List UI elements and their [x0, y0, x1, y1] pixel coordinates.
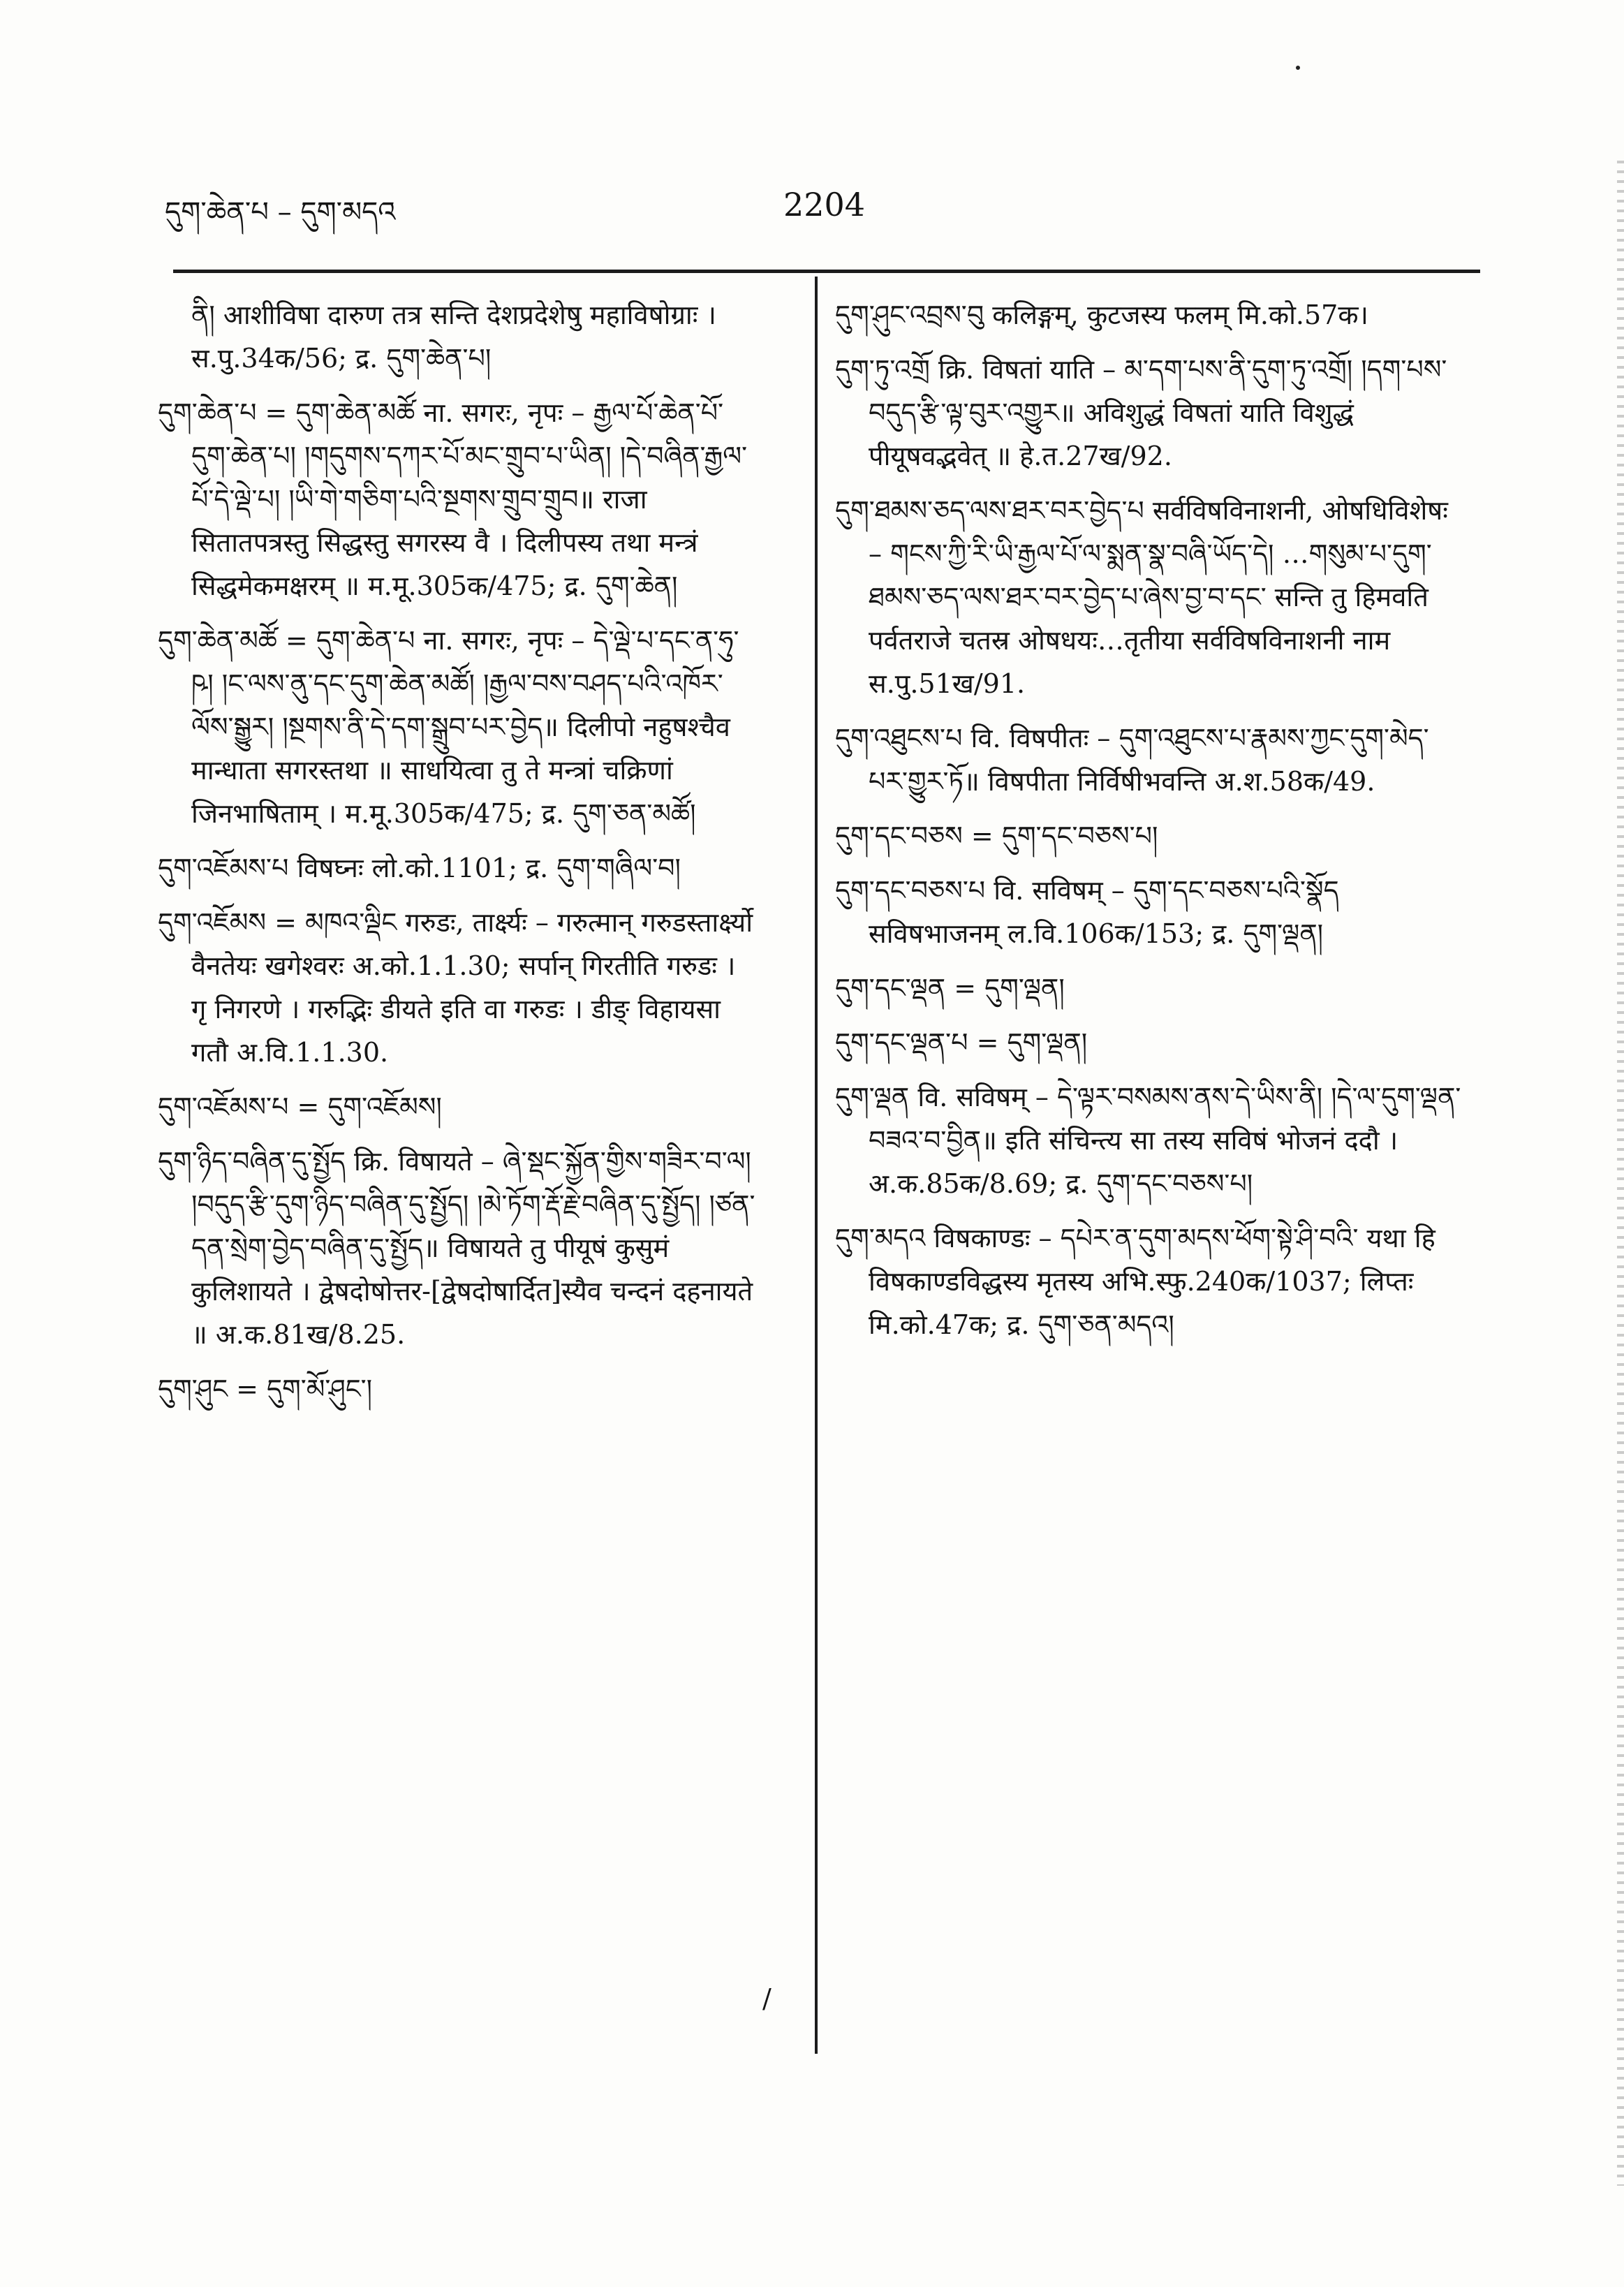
dictionary-entry: དུག་ཤུང = དུག་མོ་ཤུང་།: [158, 1374, 373, 1404]
page-number: 2204: [783, 186, 866, 223]
dictionary-entry: དུག་ཤུང་འབྲས་བུ कलिङ्गम्, कुटजस्य फलम् मि.को.57क।: [835, 300, 1368, 330]
dictionary-entry: དུག་འཇོམས་པ विषघ्नः लो.को.1101; द्र. དུག་གཞིལ་བ།: [158, 853, 681, 883]
dictionary-entry: དུག་ཆེན་མཚོ = དུག་ཆེན་པ ना. सगरः, नृपः – དེ་ལྡེ་པ་དང་ན་ཧུ་ཥ། །ང་ལས་ནུ་དང་དུག་ཆེན་མཚོ། །རྒྱལ་བས་བཤད་པའི་འཁོར་ལོས་སྒྱུར། །སྔགས་ནི་དེ་དག་སྒྲུབ་པར་བྱེད॥ दिलीपो नहुषश्चैव मान्धाता सगरस्तथा ॥ साधयित्वा तु ते मन्त्रां चक्रिणां जिनभाषिताम् । म.मू.305क/475; द्र. དུག་ཅན་མཚོ།: [158, 625, 739, 829]
dictionary-entry: ནི། आशीविषा दारुण तत्र सन्ति देशप्रदेशेषु महाविषोग्राः । स.पु.34क/56; द्र. དུག་ཆེན་པ།: [191, 300, 716, 374]
right-column: [835, 293, 1463, 1358]
stray-mark: /: [762, 1983, 772, 2014]
dictionary-entry: དུག་ཉིད་བཞིན་དུ་སྤྱོད क्रि. विषायते – ཞེ་སྡང་སྐྱོན་གྱིས་གཟིར་བ་ལ། །བདུད་རྩི་དུག་ཉིད་བཞིན་དུ་སྤྱོད། །མེ་ཏོག་རྡོ་རྗེ་བཞིན་དུ་སྤྱོད། །ཙན་དན་སྲེག་བྱེད་བཞིན་དུ་སྤྱོད॥ विषायते तु पीयूषं कुसुमं कुलिशायते । द्वेषदोषोत्तर-[द्वेषदोषार्दित]स्यैव चन्दनं दहनायते ॥ अ.क.81ख/8.25.: [158, 1146, 755, 1350]
dictionary-entry: དུག་དང་ལྡན་པ = དུག་ལྡན།: [835, 1027, 1088, 1058]
dictionary-entry: དུག་ཆེན་པ = དུག་ཆེན་མཚོ ना. सगरः, नृपः – རྒྱལ་པོ་ཆེན་པོ་དུག་ཆེན་པ། །གདུགས་དཀར་པོ་མང་གྲུབ་པ་ཡིན། །དེ་བཞིན་རྒྱལ་པོ་དེ་ལྡེ་པ། །ཡི་གེ་གཅིག་པའི་སྔགས་གྲུབ་གྲུབ॥ राजा सितातपत्रस्तु सिद्धस्तु सगरस्य वै । दिलीपस्य तथा मन्त्रं सिद्धमेकमक्षरम् ॥ म.मू.305क/475; द्र. དུག་ཆེན།: [158, 397, 748, 601]
dictionary-entry: དུག་མདའ विषकाण्डः – དཔེར་ན་དུག་མདས་ཕོག་སྟེ་ཤི་བའི་ यथा हि विषकाण्डविद्धस्य मृतस्य अभि.स्फु.240क/1037; लिप्तः मि.को.47क; द्र. དུག་ཅན་མདའ།: [835, 1223, 1435, 1340]
dictionary-entry: དུག་ཐམས་ཅད་ལས་ཐར་བར་བྱེད་པ सर्वविषविनाशनी, ओषधिविशेषः – གངས་ཀྱི་རི་ཡི་རྒྱལ་པོ་ལ་སྨན་སྣ་བཞི་ཡོད་དེ། …གསུམ་པ་དུག་ཐམས་ཅད་ལས་ཐར་བར་བྱེད་པ་ཞེས་བྱ་བ་དང་ सन्ति तु हिमवति पर्वतराजे चतस्र ओषधयः…तृतीया सर्वविषविनाशनी नाम स.पु.51ख/91.: [835, 495, 1448, 699]
scan-edge: [1617, 161, 1624, 2186]
dictionary-entry: དུག་དང་བཅས = དུག་དང་བཅས་པ།: [835, 821, 1158, 851]
dictionary-entry: དུག་འཇོམས་པ = དུག་འཇོམས།: [158, 1091, 442, 1122]
dictionary-entry: དུག་དང་ལྡན = དུག་ལྡན།: [835, 973, 1065, 1003]
column-divider: [815, 277, 818, 2054]
speck: [1296, 66, 1300, 70]
dictionary-entry: དུག་ལྡན वि. सविषम् – དེ་ལྟར་བསམས་ནས་དེ་ཡིས་ནི། །དེ་ལ་དུག་ལྡན་བཟའ་བ་བྱིན॥ इति संचिन्त्य सा तस्य सविषं भोजनं ददौ । अ.क.85क/8.69; द्र. དུག་དང་བཅས་པ།: [835, 1082, 1461, 1199]
dictionary-entry: དུག་དང་བཅས་པ वि. सविषम् – དུག་དང་བཅས་པའི་སྣོད सविषभाजनम् ल.वि.106क/153; द्र. དུག་ལྡན།: [835, 875, 1339, 949]
running-head: དུག་ཆེན་པ – དུག་མདའ: [165, 196, 396, 228]
header-rule: [173, 270, 1480, 273]
dictionary-entry: དུག་འཐུངས་པ वि. विषपीतः – དུག་འཐུངས་པ་རྣམས་ཀྱང་དུག་མེད་པར་གྱུར་ཏོ॥ विषपीता निर्विषीभवन्ति अ.श.58क/49.: [835, 723, 1429, 797]
left-column: [158, 293, 758, 1422]
dictionary-entry: དུག་ཏུ་འགྲོ क्रि. विषतां याति – མ་དག་པས་ནི་དུག་ཏུ་འགྲོ། །དག་པས་བདུད་རྩི་ལྟ་བུར་འགྱུར॥ अविशुद्धं विषतां याति विशुद्धं पीयूषवद्भवेत् ॥ हे.त.27ख/92.: [835, 354, 1447, 471]
dictionary-entry: དུག་འཇོམས = མཁའ་ལྡིང गरुडः, तार्क्ष्यः – गरुत्मान् गरुडस्तार्क्ष्यो वैनतेयः खगेश्वरः अ.को.1.1.30; सर्पान् गिरतीति गरुडः । गृ निगरणे । गरुद्भिः डीयते इति वा गरुडः । डीङ् विहायसा गतौ अ.वि.1.1.30.: [158, 907, 753, 1068]
